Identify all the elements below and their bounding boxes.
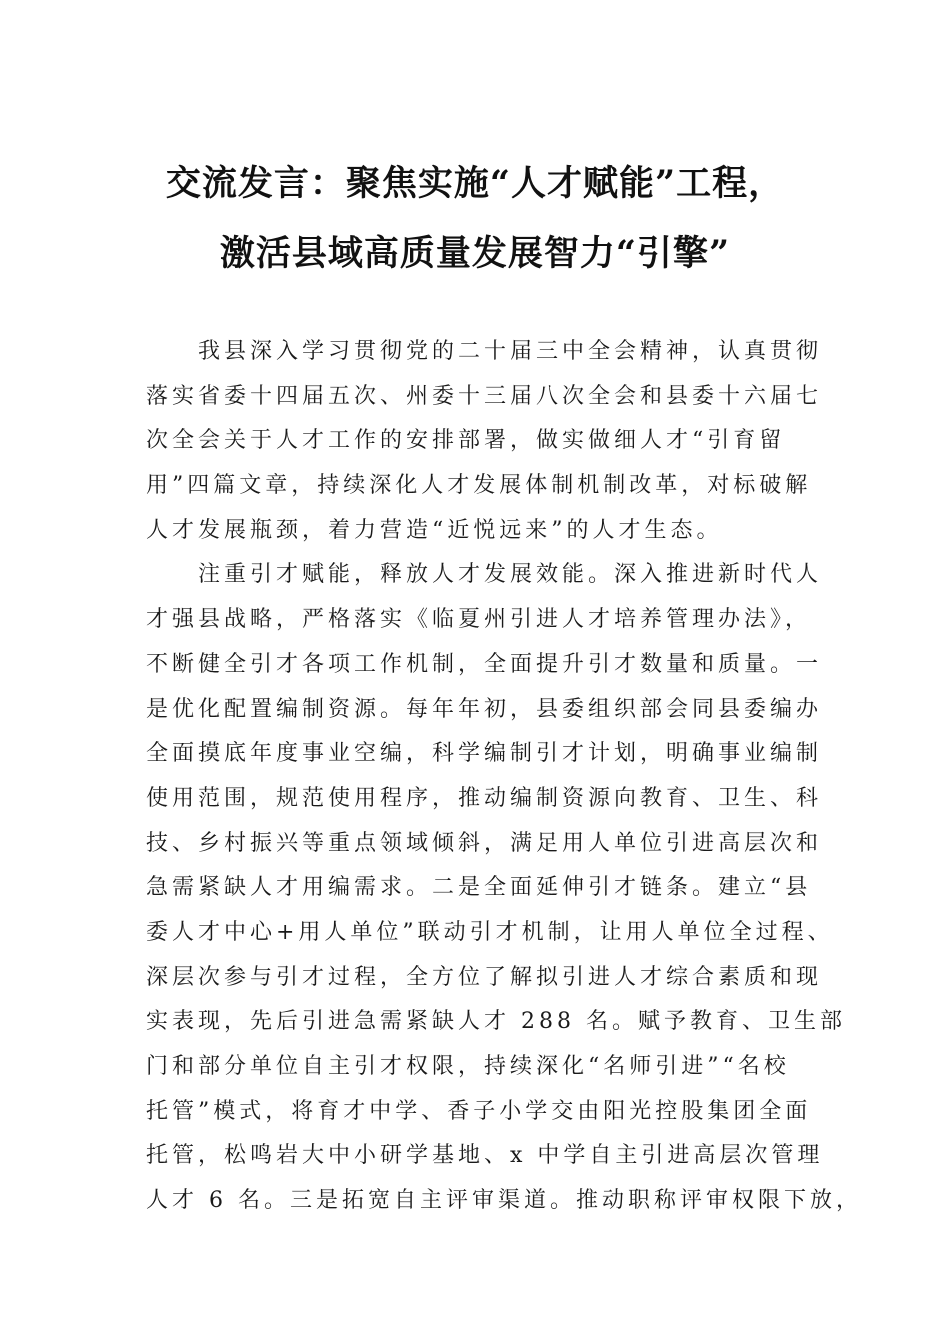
- body-line: 人才发展瓶颈，着力营造“近悦远来”的人才生态。: [146, 517, 723, 543]
- body-line: 托管”模式，将育才中学、香子小学交由阳光控股集团全面: [146, 1098, 812, 1124]
- body-line: 才强县战略，严格落实《临夏州引进人才培养管理办法》，: [146, 607, 812, 633]
- body-line: 注重引才赋能，释放人才发展效能。深入推进新时代人: [198, 562, 823, 588]
- body-line: 使用范围，规范使用程序，推动编制资源向教育、卫生、科: [146, 785, 823, 811]
- body-line: 全面摸底年度事业空编，科学编制引才计划，明确事业编制: [146, 741, 823, 767]
- document-title-line-1: 交流发言：聚焦实施“人才赋能”工程，: [165, 163, 785, 204]
- body-line: 我县深入学习贯彻党的二十届三中全会精神，认真贯彻: [198, 339, 823, 364]
- document-title-line-2: 激活县域高质量发展智力“引擎”: [219, 233, 731, 274]
- body-line: 门和部分单位自主引才权限，持续深化“名师引进”“名校: [146, 1054, 790, 1079]
- body-line: 急需紧缺人才用编需求。二是全面延伸引才链条。建立“县: [146, 875, 812, 901]
- body-line: 人才 6 名。三是拓宽自主评审渠道。推动职称评审权限下放，: [146, 1188, 862, 1214]
- body-line: 托管，松鸣岩大中小研学基地、x 中学自主引进高层次管理: [146, 1143, 824, 1169]
- body-line: 不断健全引才各项工作机制，全面提升引才数量和质量。一: [146, 651, 823, 677]
- body-line: 技、乡村振兴等重点领域倾斜，满足用人单位引进高层次和: [146, 830, 823, 856]
- document-body: [146, 330, 862, 1224]
- body-line: 用”四篇文章，持续深化人才发展体制机制改革，对标破解: [146, 473, 812, 499]
- body-line: 次全会关于人才工作的安排部署，做实做细人才“引育留: [146, 428, 786, 454]
- body-line: 委人才中心+用人单位”联动引才机制，让用人单位全过程、: [146, 919, 834, 945]
- body-line: 是优化配置编制资源。每年年初，县委组织部会同县委编办: [146, 696, 823, 722]
- body-line: 深层次参与引才过程，全方位了解拟引进人才综合素质和现: [146, 964, 823, 990]
- body-line: 落实省委十四届五次、州委十三届八次全会和县委十六届七: [146, 383, 823, 409]
- body-line: 实表现，先后引进急需紧缺人才 288 名。赋予教育、卫生部: [146, 1009, 846, 1035]
